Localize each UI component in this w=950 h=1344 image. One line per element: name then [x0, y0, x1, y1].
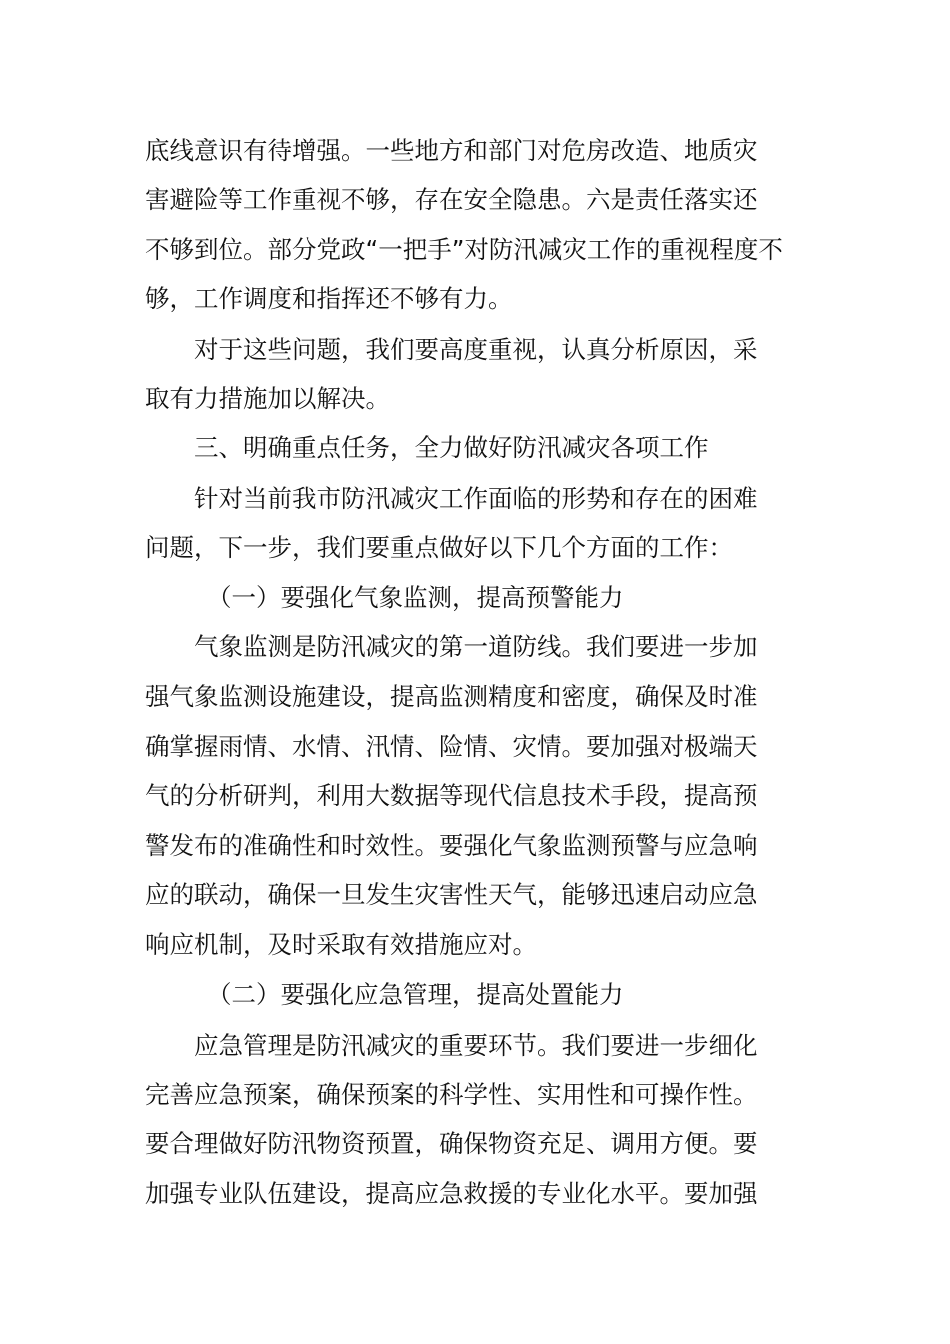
text-line: 响应机制，及时采取有效措施应对。: [145, 930, 537, 959]
text-line: 够，工作调度和指挥还不够有力。: [145, 284, 513, 313]
text-line: 要合理做好防汛物资预置，确保物资充足、调用方便。要: [145, 1129, 758, 1158]
paragraph-first-line: 对于这些问题，我们要高度重视，认真分析原因，采: [194, 335, 758, 364]
section-heading: 三、明确重点任务，全力做好防汛减灾各项工作: [194, 433, 709, 462]
text-line: 底线意识有待增强。一些地方和部门对危房改造、地质灾: [145, 136, 758, 165]
text-line: 警发布的准确性和时效性。要强化气象监测预警与应急响: [145, 831, 758, 860]
subsection-heading: （二）要强化应急管理，提高处置能力: [207, 980, 624, 1009]
paragraph-first-line: 应急管理是防汛减灾的重要环节。我们要进一步细化: [194, 1031, 758, 1060]
text-line: 加强专业队伍建设，提高应急救援的专业化水平。要加强: [145, 1179, 758, 1208]
text-line: 气的分析研判，利用大数据等现代信息技术手段，提高预: [145, 781, 758, 810]
text-line: 强气象监测设施建设，提高监测精度和密度，确保及时准: [145, 682, 758, 711]
text-line: 问题，下一步，我们要重点做好以下几个方面的工作：: [145, 533, 733, 562]
text-line: 不够到位。部分党政“一把手”对防汛减灾工作的重视程度不: [145, 235, 783, 264]
paragraph-first-line: 针对当前我市防汛减灾工作面临的形势和存在的困难: [194, 484, 758, 513]
subsection-heading: （一）要强化气象监测，提高预警能力: [207, 583, 624, 612]
text-line: 应的联动，确保一旦发生灾害性天气，能够迅速启动应急: [145, 880, 758, 909]
text-line: 确掌握雨情、水情、汛情、险情、灾情。要加强对极端天: [145, 732, 758, 761]
text-line: 害避险等工作重视不够，存在安全隐患。六是责任落实还: [145, 185, 758, 214]
paragraph-first-line: 气象监测是防汛减灾的第一道防线。我们要进一步加: [194, 632, 758, 661]
text-line: 取有力措施加以解决。: [145, 384, 390, 413]
text-line: 完善应急预案，确保预案的科学性、实用性和可操作性。: [145, 1080, 758, 1109]
